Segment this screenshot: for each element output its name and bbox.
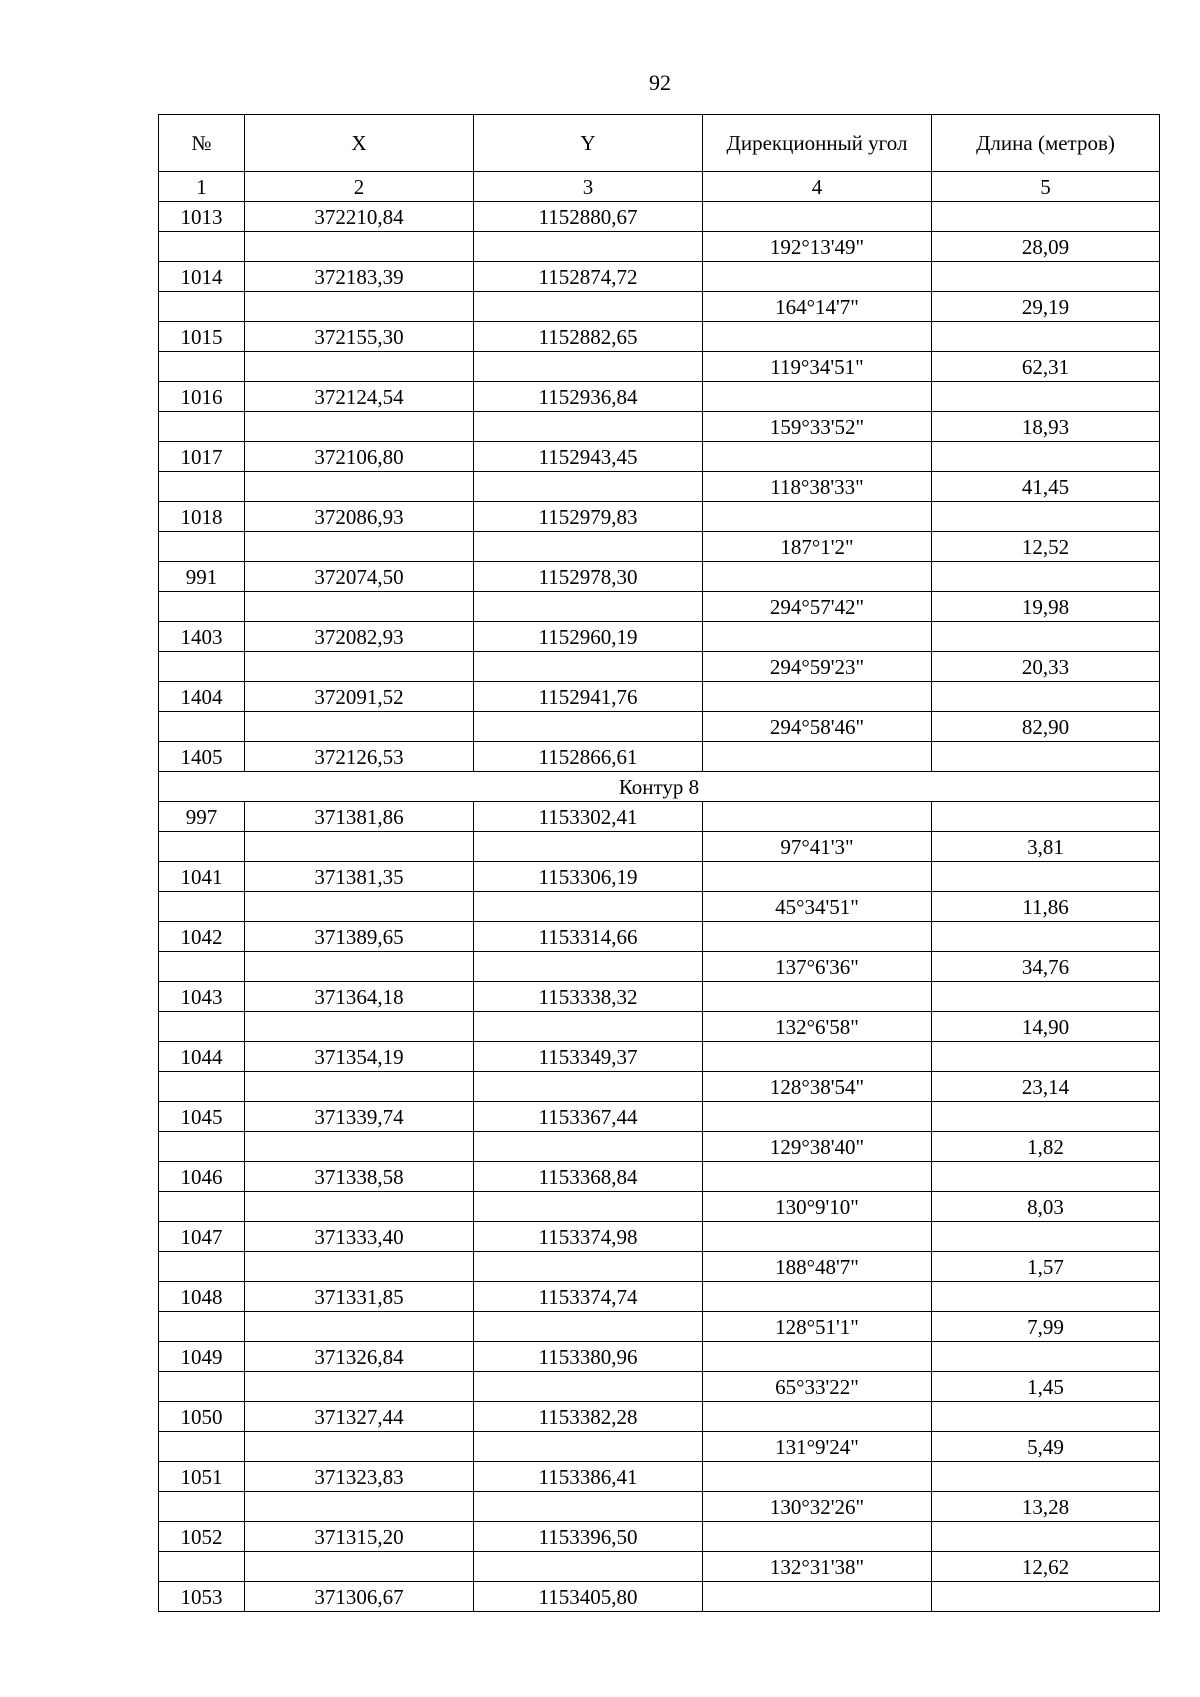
cell-y (474, 1072, 703, 1102)
cell-point-number: 1041 (159, 862, 245, 892)
cell-y (474, 652, 703, 682)
cell-y (474, 1252, 703, 1282)
cell-point-number (159, 1012, 245, 1042)
column-number: 3 (474, 172, 703, 202)
cell-length (932, 562, 1160, 592)
table-row (159, 352, 1160, 382)
cell-point-number (159, 1552, 245, 1582)
cell-x: 372124,54 (245, 382, 474, 412)
cell-point-number: 1043 (159, 982, 245, 1012)
cell-x: 371381,35 (245, 862, 474, 892)
cell-y (474, 1492, 703, 1522)
cell-x (245, 1252, 474, 1282)
cell-point-number (159, 952, 245, 982)
cell-direction-angle: 131°9'24" (703, 1432, 932, 1462)
table-row (159, 1192, 1160, 1222)
cell-x (245, 1492, 474, 1522)
cell-x (245, 352, 474, 382)
cell-point-number (159, 1312, 245, 1342)
cell-y (474, 1372, 703, 1402)
cell-length (932, 1582, 1160, 1612)
cell-x: 372155,30 (245, 322, 474, 352)
cell-length: 12,62 (932, 1552, 1160, 1582)
cell-x (245, 892, 474, 922)
cell-y (474, 952, 703, 982)
cell-x: 371333,40 (245, 1222, 474, 1252)
cell-point-number: 1048 (159, 1282, 245, 1312)
table-row (159, 1582, 1160, 1612)
table-row (159, 532, 1160, 562)
cell-direction-angle: 45°34'51" (703, 892, 932, 922)
cell-point-number: 1047 (159, 1222, 245, 1252)
cell-length (932, 1342, 1160, 1372)
cell-y: 1153302,41 (474, 802, 703, 832)
cell-length: 29,19 (932, 292, 1160, 322)
table-row (159, 562, 1160, 592)
cell-point-number (159, 1132, 245, 1162)
section-title: Контур 8 (159, 772, 1160, 802)
cell-x: 371327,44 (245, 1402, 474, 1432)
table-row (159, 1012, 1160, 1042)
cell-y: 1153306,19 (474, 862, 703, 892)
cell-y: 1152882,65 (474, 322, 703, 352)
cell-length: 7,99 (932, 1312, 1160, 1342)
cell-direction-angle: 130°9'10" (703, 1192, 932, 1222)
cell-point-number: 1403 (159, 622, 245, 652)
cell-y: 1152936,84 (474, 382, 703, 412)
cell-direction-angle (703, 442, 932, 472)
cell-point-number (159, 1492, 245, 1522)
cell-point-number (159, 592, 245, 622)
cell-x: 372074,50 (245, 562, 474, 592)
cell-x (245, 412, 474, 442)
cell-y: 1153374,98 (474, 1222, 703, 1252)
cell-x (245, 232, 474, 262)
cell-length (932, 1222, 1160, 1252)
cell-x (245, 1432, 474, 1462)
cell-direction-angle: 118°38'33" (703, 472, 932, 502)
cell-point-number: 1017 (159, 442, 245, 472)
cell-point-number: 1046 (159, 1162, 245, 1192)
cell-x: 371315,20 (245, 1522, 474, 1552)
table-row (159, 472, 1160, 502)
cell-x: 371338,58 (245, 1162, 474, 1192)
column-number: 4 (703, 172, 932, 202)
table-row (159, 1402, 1160, 1432)
cell-length: 5,49 (932, 1432, 1160, 1462)
cell-direction-angle: 128°51'1" (703, 1312, 932, 1342)
table-row (159, 202, 1160, 232)
table-row (159, 1552, 1160, 1582)
header-number: № (159, 115, 245, 172)
cell-y: 1152960,19 (474, 622, 703, 652)
table-row (159, 832, 1160, 862)
cell-y: 1153382,28 (474, 1402, 703, 1432)
table-row (159, 622, 1160, 652)
table-row (159, 1072, 1160, 1102)
cell-length (932, 322, 1160, 352)
table-row (159, 1432, 1160, 1462)
table-row (159, 1342, 1160, 1372)
cell-y (474, 1432, 703, 1462)
header-y: Y (474, 115, 703, 172)
table-row (159, 1132, 1160, 1162)
cell-y (474, 1192, 703, 1222)
cell-x (245, 1552, 474, 1582)
cell-point-number: 1049 (159, 1342, 245, 1372)
cell-point-number: 991 (159, 562, 245, 592)
cell-y: 1153380,96 (474, 1342, 703, 1372)
cell-length: 41,45 (932, 472, 1160, 502)
cell-length: 11,86 (932, 892, 1160, 922)
cell-y (474, 1132, 703, 1162)
cell-length (932, 1162, 1160, 1192)
cell-x (245, 532, 474, 562)
cell-y: 1153338,32 (474, 982, 703, 1012)
cell-length (932, 802, 1160, 832)
table-row (159, 892, 1160, 922)
cell-direction-angle (703, 1522, 932, 1552)
cell-point-number (159, 1372, 245, 1402)
table-row (159, 742, 1160, 772)
cell-length: 34,76 (932, 952, 1160, 982)
cell-x (245, 712, 474, 742)
cell-point-number: 1404 (159, 682, 245, 712)
cell-length (932, 862, 1160, 892)
cell-point-number: 1014 (159, 262, 245, 292)
cell-y (474, 892, 703, 922)
cell-length (932, 1522, 1160, 1552)
cell-length: 19,98 (932, 592, 1160, 622)
cell-length: 1,45 (932, 1372, 1160, 1402)
cell-point-number: 1050 (159, 1402, 245, 1432)
cell-length: 23,14 (932, 1072, 1160, 1102)
cell-length (932, 1102, 1160, 1132)
cell-point-number: 1015 (159, 322, 245, 352)
cell-length (932, 382, 1160, 412)
table-row (159, 1522, 1160, 1552)
table-row (159, 982, 1160, 1012)
cell-x (245, 292, 474, 322)
table-row (159, 292, 1160, 322)
table-row (159, 502, 1160, 532)
cell-x (245, 592, 474, 622)
cell-point-number: 1052 (159, 1522, 245, 1552)
cell-direction-angle: 294°58'46" (703, 712, 932, 742)
cell-direction-angle (703, 622, 932, 652)
cell-point-number (159, 832, 245, 862)
cell-y (474, 592, 703, 622)
table-row (159, 322, 1160, 352)
cell-x (245, 1132, 474, 1162)
cell-y: 1153314,66 (474, 922, 703, 952)
cell-direction-angle (703, 922, 932, 952)
cell-y (474, 712, 703, 742)
header-length: Длина (метров) (932, 115, 1160, 172)
cell-direction-angle: 119°34'51" (703, 352, 932, 382)
cell-x: 372126,53 (245, 742, 474, 772)
cell-length: 13,28 (932, 1492, 1160, 1522)
cell-y: 1153396,50 (474, 1522, 703, 1552)
cell-y (474, 1312, 703, 1342)
cell-length (932, 1282, 1160, 1312)
table-row (159, 862, 1160, 892)
cell-direction-angle: 294°57'42" (703, 592, 932, 622)
cell-x: 371326,84 (245, 1342, 474, 1372)
cell-point-number: 1051 (159, 1462, 245, 1492)
cell-length: 1,82 (932, 1132, 1160, 1162)
table-row (159, 442, 1160, 472)
cell-y (474, 352, 703, 382)
cell-direction-angle: 137°6'36" (703, 952, 932, 982)
cell-x (245, 1072, 474, 1102)
cell-x (245, 652, 474, 682)
cell-point-number (159, 1432, 245, 1462)
cell-x: 372086,93 (245, 502, 474, 532)
table-row (159, 952, 1160, 982)
cell-x (245, 1312, 474, 1342)
table-row (159, 1282, 1160, 1312)
cell-length: 3,81 (932, 832, 1160, 862)
cell-point-number (159, 532, 245, 562)
cell-point-number: 1016 (159, 382, 245, 412)
cell-direction-angle (703, 982, 932, 1012)
cell-direction-angle (703, 1102, 932, 1132)
cell-x: 371354,19 (245, 1042, 474, 1072)
cell-direction-angle: 130°32'26" (703, 1492, 932, 1522)
cell-y: 1153405,80 (474, 1582, 703, 1612)
cell-direction-angle (703, 1042, 932, 1072)
cell-x: 371339,74 (245, 1102, 474, 1132)
cell-direction-angle: 128°38'54" (703, 1072, 932, 1102)
cell-x: 372210,84 (245, 202, 474, 232)
cell-length: 20,33 (932, 652, 1160, 682)
cell-x (245, 1372, 474, 1402)
table-row (159, 412, 1160, 442)
table-row (159, 382, 1160, 412)
cell-y (474, 412, 703, 442)
cell-direction-angle (703, 1222, 932, 1252)
cell-length (932, 202, 1160, 232)
coordinates-table (158, 114, 1160, 1612)
cell-direction-angle (703, 1342, 932, 1372)
cell-direction-angle: 164°14'7" (703, 292, 932, 322)
cell-x: 372091,52 (245, 682, 474, 712)
column-number: 2 (245, 172, 474, 202)
cell-y: 1153367,44 (474, 1102, 703, 1132)
cell-x: 371364,18 (245, 982, 474, 1012)
cell-length (932, 1462, 1160, 1492)
cell-x: 371381,86 (245, 802, 474, 832)
page-number: 92 (649, 70, 671, 95)
cell-y (474, 832, 703, 862)
cell-x: 371331,85 (245, 1282, 474, 1312)
column-number: 5 (932, 172, 1160, 202)
cell-length: 14,90 (932, 1012, 1160, 1042)
cell-x: 372183,39 (245, 262, 474, 292)
cell-y: 1153368,84 (474, 1162, 703, 1192)
cell-length (932, 622, 1160, 652)
cell-y: 1152943,45 (474, 442, 703, 472)
cell-length: 82,90 (932, 712, 1160, 742)
cell-point-number (159, 712, 245, 742)
cell-point-number: 1044 (159, 1042, 245, 1072)
cell-length (932, 442, 1160, 472)
cell-direction-angle: 97°41'3" (703, 832, 932, 862)
cell-direction-angle (703, 322, 932, 352)
cell-length (932, 922, 1160, 952)
cell-direction-angle (703, 742, 932, 772)
cell-direction-angle (703, 1282, 932, 1312)
table-row (159, 1162, 1160, 1192)
cell-point-number (159, 412, 245, 442)
table-row (159, 1492, 1160, 1522)
cell-x: 371389,65 (245, 922, 474, 952)
header-x: X (245, 115, 474, 172)
cell-y: 1152880,67 (474, 202, 703, 232)
cell-length (932, 1042, 1160, 1072)
table-row (159, 1252, 1160, 1282)
cell-x (245, 952, 474, 982)
cell-point-number (159, 352, 245, 382)
table-row (159, 262, 1160, 292)
table-row (159, 652, 1160, 682)
cell-point-number: 1053 (159, 1582, 245, 1612)
header-row (159, 115, 1160, 172)
table-row (159, 592, 1160, 622)
cell-y: 1152866,61 (474, 742, 703, 772)
cell-direction-angle (703, 502, 932, 532)
table-row (159, 1222, 1160, 1252)
cell-point-number: 1018 (159, 502, 245, 532)
cell-y (474, 532, 703, 562)
header-angle: Дирекционный угол (703, 115, 932, 172)
cell-direction-angle: 129°38'40" (703, 1132, 932, 1162)
cell-x: 371323,83 (245, 1462, 474, 1492)
cell-y: 1153349,37 (474, 1042, 703, 1072)
column-number: 1 (159, 172, 245, 202)
cell-length: 28,09 (932, 232, 1160, 262)
cell-y (474, 1552, 703, 1582)
coordinates-table-body (159, 115, 1160, 1612)
cell-x (245, 1012, 474, 1042)
cell-direction-angle (703, 382, 932, 412)
cell-direction-angle (703, 1582, 932, 1612)
cell-point-number (159, 892, 245, 922)
table-row (159, 232, 1160, 262)
cell-point-number (159, 652, 245, 682)
cell-length: 12,52 (932, 532, 1160, 562)
table-row (159, 1102, 1160, 1132)
cell-x (245, 472, 474, 502)
table-row (159, 682, 1160, 712)
cell-point-number (159, 292, 245, 322)
cell-x: 371306,67 (245, 1582, 474, 1612)
cell-point-number (159, 1252, 245, 1282)
cell-x: 372106,80 (245, 442, 474, 472)
cell-y: 1152941,76 (474, 682, 703, 712)
cell-direction-angle: 294°59'23" (703, 652, 932, 682)
cell-point-number: 1045 (159, 1102, 245, 1132)
table-row (159, 1042, 1160, 1072)
cell-point-number (159, 472, 245, 502)
cell-y: 1152979,83 (474, 502, 703, 532)
cell-direction-angle (703, 262, 932, 292)
cell-length: 62,31 (932, 352, 1160, 382)
cell-point-number (159, 1072, 245, 1102)
cell-direction-angle (703, 1462, 932, 1492)
cell-y: 1153374,74 (474, 1282, 703, 1312)
table-row (159, 1312, 1160, 1342)
section-row (159, 772, 1160, 802)
cell-y (474, 292, 703, 322)
cell-point-number (159, 1192, 245, 1222)
cell-y: 1152978,30 (474, 562, 703, 592)
cell-y (474, 232, 703, 262)
cell-point-number: 1405 (159, 742, 245, 772)
cell-length (932, 502, 1160, 532)
cell-direction-angle (703, 802, 932, 832)
column-number-row (159, 172, 1160, 202)
cell-length (932, 742, 1160, 772)
table-row (159, 712, 1160, 742)
cell-direction-angle (703, 1162, 932, 1192)
cell-direction-angle (703, 562, 932, 592)
cell-direction-angle: 65°33'22" (703, 1372, 932, 1402)
cell-direction-angle: 132°31'38" (703, 1552, 932, 1582)
cell-length (932, 682, 1160, 712)
cell-y (474, 472, 703, 502)
table-row (159, 802, 1160, 832)
cell-length: 1,57 (932, 1252, 1160, 1282)
cell-direction-angle: 188°48'7" (703, 1252, 932, 1282)
cell-length: 8,03 (932, 1192, 1160, 1222)
cell-point-number (159, 232, 245, 262)
table-row (159, 1372, 1160, 1402)
cell-point-number: 1013 (159, 202, 245, 232)
cell-direction-angle: 192°13'49" (703, 232, 932, 262)
cell-y: 1153386,41 (474, 1462, 703, 1492)
table-row (159, 922, 1160, 952)
cell-direction-angle: 132°6'58" (703, 1012, 932, 1042)
cell-direction-angle (703, 1402, 932, 1432)
cell-direction-angle (703, 862, 932, 892)
cell-direction-angle: 187°1'2" (703, 532, 932, 562)
cell-length: 18,93 (932, 412, 1160, 442)
cell-length (932, 1402, 1160, 1432)
cell-direction-angle (703, 682, 932, 712)
cell-length (932, 262, 1160, 292)
cell-x (245, 1192, 474, 1222)
cell-y (474, 1012, 703, 1042)
table-row (159, 1462, 1160, 1492)
cell-x: 372082,93 (245, 622, 474, 652)
cell-direction-angle: 159°33'52" (703, 412, 932, 442)
cell-direction-angle (703, 202, 932, 232)
cell-point-number: 997 (159, 802, 245, 832)
cell-length (932, 982, 1160, 1012)
cell-y: 1152874,72 (474, 262, 703, 292)
cell-x (245, 832, 474, 862)
cell-point-number: 1042 (159, 922, 245, 952)
